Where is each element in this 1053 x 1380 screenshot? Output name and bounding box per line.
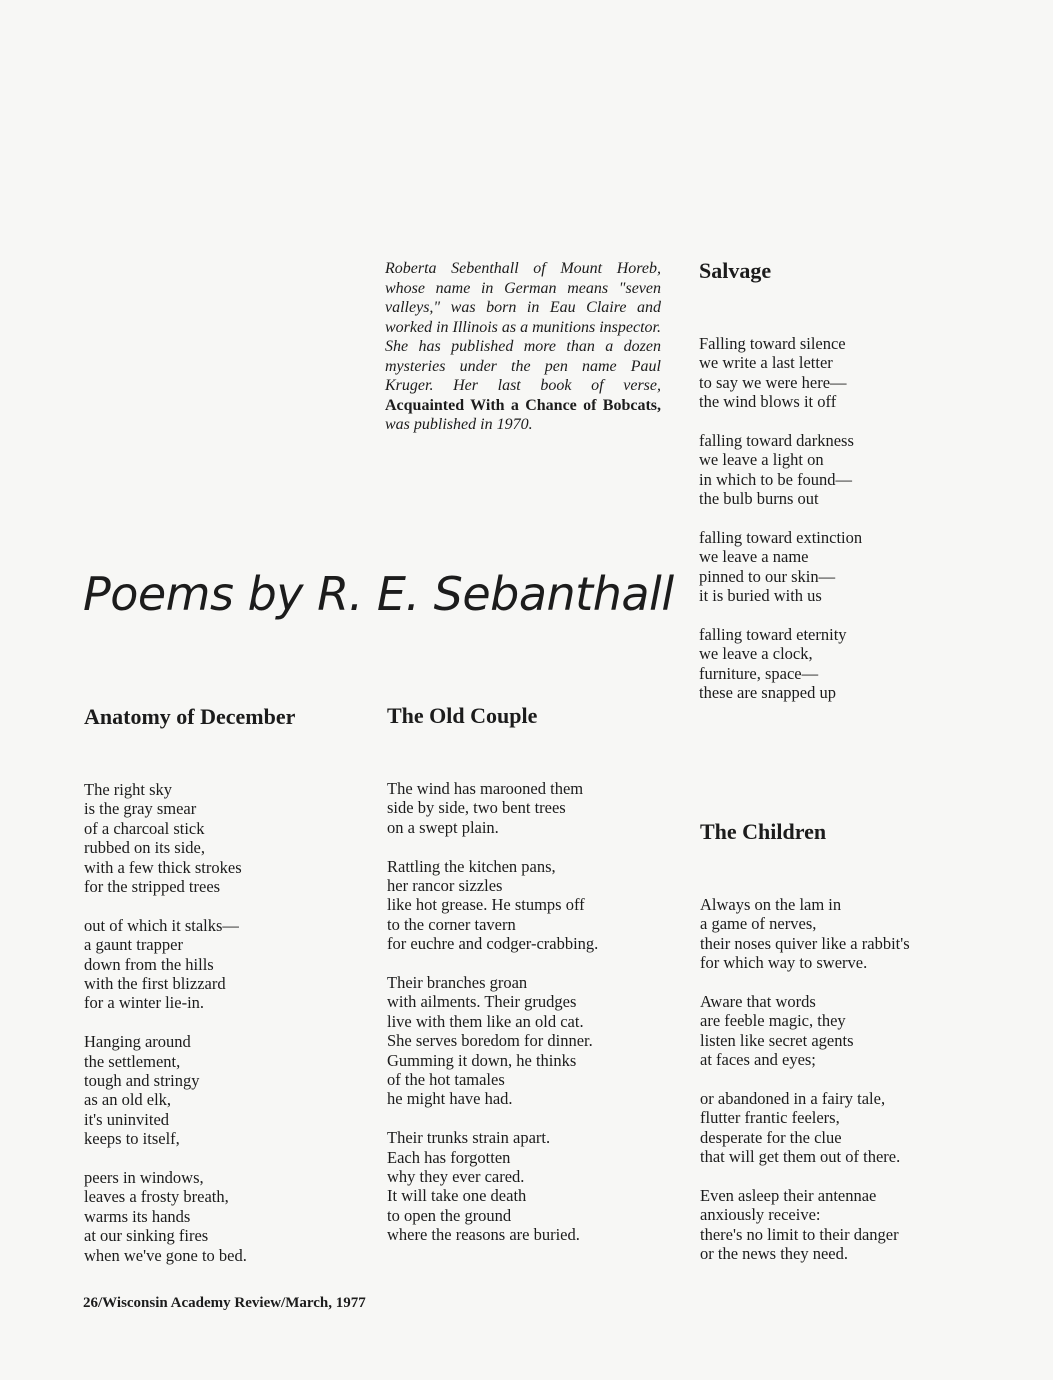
stanza [700,1089,910,1167]
poem-line: why they ever cared. [387,1167,525,1187]
poem-line: Aware that words [700,992,816,1012]
poem-line: at faces and eyes; [700,1050,816,1070]
stanza [699,334,862,412]
page-title: Poems by R. E. Sebanthall [83,567,674,621]
stanza [700,1186,910,1264]
poem-line: tough and stringy [84,1071,200,1091]
poem-line: there's no limit to their danger [700,1224,899,1244]
stanza [387,857,598,954]
poem-line: for euchre and codger-crabbing. [387,934,599,954]
poem-line: out of which it stalks— [84,915,239,935]
poem-line: down from the hills [84,954,214,974]
poem-line: listen like secret agents [700,1030,854,1050]
poem-line: we leave a light on [699,450,824,470]
poem-line: Always on the lam in [700,895,842,914]
stanza [84,916,247,1013]
page-footer: 26/Wisconsin Academy Review/March, 1977 [83,1295,366,1311]
poem-line: as an old elk, [84,1090,172,1110]
stanza [387,1128,598,1244]
poem-line: it's uninvited [84,1109,170,1129]
stanza [387,973,598,1109]
poem-salvage [699,334,862,722]
poem-title-anatomy-of-december: Anatomy of December [84,704,296,729]
poem-the-children [700,895,910,1283]
poem-line: a game of nerves, [700,914,817,934]
poem-line: on a swept plain. [387,817,499,837]
poem-line: the wind blows it off [699,392,837,412]
poem-line: at our sinking fires [84,1226,209,1246]
poem-line: a gaunt trapper [84,935,183,955]
stanza [387,779,598,837]
poem-line: the settlement, [84,1051,181,1071]
poem-title-the-children: The Children [700,819,827,844]
poem-line: for which way to swerve. [700,953,868,973]
poem-line: in which to be found— [699,469,853,489]
stanza [84,780,247,896]
poem-line: Falling toward silence [699,334,846,353]
poem-line: It will take one death [387,1186,527,1206]
poem-line: of a charcoal stick [84,818,205,838]
poem-line: leaves a frosty breath, [84,1187,229,1207]
poem-line: Even asleep their antennae [700,1186,877,1206]
poem-line: that will get them out of there. [700,1147,901,1167]
poem-title-old-couple: The Old Couple [387,703,538,728]
poem-line: we leave a name [699,547,809,567]
poem-line: keeps to itself, [84,1129,180,1149]
poem-line: Their branches groan [387,973,528,993]
stanza [699,528,862,606]
poem-line: for the stripped trees [84,877,221,897]
poem-title-salvage: Salvage [699,258,772,283]
poem-line: falling toward eternity [699,625,847,645]
stanza [699,431,862,509]
stanza [84,1032,247,1148]
poem-line: warms its hands [84,1206,191,1226]
book-title: Acquainted With a Chance of Bobcats, [385,396,661,414]
poem-line: She serves boredom for dinner. [387,1031,593,1051]
poem-line: falling toward darkness [699,431,854,451]
poem-line: rubbed on its side, [84,838,205,858]
poem-line: Gumming it down, he thinks [387,1050,577,1070]
stanza [699,625,862,703]
poem-line: of the hot tamales [387,1070,505,1090]
poem-line: when we've gone to bed. [84,1245,247,1265]
poem-old-couple [387,779,598,1264]
poem-line: with ailments. Their grudges [387,992,577,1012]
poem-line: for a winter lie-in. [84,993,205,1013]
poem-line: peers in windows, [84,1168,204,1188]
poem-line: is the gray smear [84,799,197,819]
poem-line: side by side, two bent trees [387,798,566,818]
poem-line: live with them like an old cat. [387,1011,584,1031]
poem-line: desperate for the clue [700,1127,842,1147]
poem-line: we leave a clock, [699,644,813,664]
poem-line: pinned to our skin— [699,566,836,586]
poem-line: are feeble magic, they [700,1011,846,1031]
poem-line: Their trunks strain apart. [387,1128,551,1148]
poem-line: it is buried with us [699,586,822,606]
poem-line: Hanging around [84,1032,191,1052]
poem-line: where the reasons are buried. [387,1225,580,1245]
poem-line: their noses quiver like a rabbit's [700,933,910,953]
poem-line: anxiously receive: [700,1205,821,1225]
poem-line: her rancor sizzles [387,876,503,896]
bio-ending: was published in 1970. [385,416,533,433]
poem-line: the bulb burns out [699,489,819,509]
poem-line: with the first blizzard [84,974,226,994]
stanza [84,1168,247,1265]
poem-line: to say we were here— [699,372,847,392]
poem-line: Rattling the kitchen pans, [387,856,556,876]
poem-line: these are snapped up [699,683,836,703]
poem-line: to the corner tavern [387,914,516,934]
poem-line: or abandoned in a fairy tale, [700,1089,886,1109]
poem-line: flutter frantic feelers, [700,1108,840,1128]
poem-line: with a few thick strokes [84,857,242,877]
poem-line: Each has forgotten [387,1147,511,1167]
poem-line: The wind has marooned them [387,779,584,798]
author-bio [385,259,661,435]
poem-line: like hot grease. He stumps off [387,895,585,915]
poem-line: The right sky [84,780,172,799]
stanza [700,992,910,1070]
poem-line: he might have had. [387,1089,513,1109]
poem-line: to open the ground [387,1205,512,1225]
poem-line: or the news they need. [700,1244,848,1264]
poem-line: falling toward extinction [699,528,863,548]
bio-text: Roberta Sebenthall of Mount Horeb, whose name in German means "seven valleys," was born in Eau Claire and worked in Illinois as a munitions inspector. She has published more than a dozen mysteries under the pen name Paul Kruger. Her last book of verse, [385,260,661,394]
poem-line: furniture, space— [699,663,819,683]
stanza [700,895,910,973]
poem-line: we write a last letter [699,353,833,373]
poem-anatomy-of-december [84,780,247,1285]
